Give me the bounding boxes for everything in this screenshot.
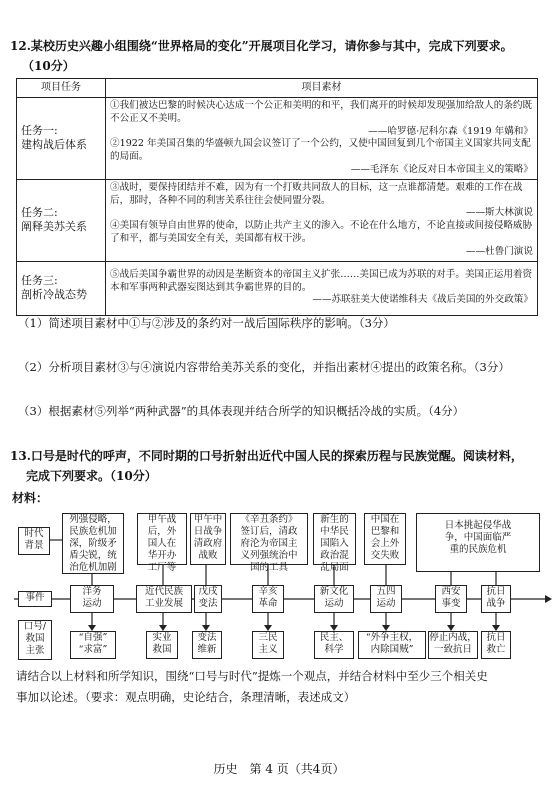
slogan-box-6: “外争主权， 内除国贼” xyxy=(358,631,426,659)
label-event: 事件 xyxy=(18,591,52,607)
material-2: ②1922 年美国召集的华盛顿九国会议签订了一个公约，又使中国回复到几个帝国主义国家共同支配的局面。 xyxy=(110,138,531,163)
slogan-box-7: 停止内战， 一致抗日 xyxy=(428,631,478,659)
task-1: 任务一: 建构战后体系 xyxy=(17,98,106,180)
slogan-box-1: “自强” “求富” xyxy=(70,631,116,659)
event-box-4: 辛亥 革命 xyxy=(252,585,284,613)
material-3: ③战时，要保持团结并不难，因为有一个打败共同敌人的目标，这一点谁都清楚。艰难的工作在战后，那时，各种不同的利害关系往往会使同盟分裂。 xyxy=(110,181,523,206)
q13-title-2: 完成下列要求。（10分） xyxy=(26,469,157,483)
material-1-source: ——哈罗德·尼科尔森《1919 年媾和》 xyxy=(368,125,533,137)
background-box-1: 列强侵略， 民族危机加 深，阶级矛 盾尖锐，统 治危机加剧 xyxy=(62,513,124,574)
material-4-source: ——杜鲁门演说 xyxy=(465,245,533,257)
material-4: ④美国有领导自由世界的使命，以防止共产主义的渗入。不论在什么地方，不论直接或间接侵略威胁了和平，都与美国安全有关，美国都有权干涉。 xyxy=(110,220,533,244)
event-box-6: 五四 运动 xyxy=(370,585,402,613)
event-box-3: 戊戌 变法 xyxy=(194,585,222,613)
material-5-source: ——苏联驻美大使诺维科夫《战后美国的外交政策》 xyxy=(312,294,533,306)
event-box-8: 抗日 战争 xyxy=(481,585,511,613)
label-background: 时代 背景 xyxy=(18,527,50,555)
event-box-5: 新文化 运动 xyxy=(314,585,354,613)
page-footer: 历史 第 4 页（共4页） xyxy=(213,762,345,776)
background-box-3: 甲午中 日战争 清政府 战败 xyxy=(190,513,226,565)
background-box-2: 甲午战 后，外 国人在 华开办 工厂等 xyxy=(137,513,187,565)
q12-sub2: （2）分析项目素材③与④演说内容带给美苏关系的变化，并指出素材④提出的政策名称。（3分） xyxy=(18,360,510,374)
q12-points: （10分） xyxy=(22,59,75,73)
task-3: 任务三: 剖析冷战态势 xyxy=(17,261,106,315)
material-1: ①我们被达巴黎的时候决心达成一个公正和美明的和平，我们离开的时候却发现强加给敌人的条约既不公正又不美明。 xyxy=(110,100,533,124)
slogan-box-5: 民主、 科学 xyxy=(314,631,354,659)
q13-prompt-2: 事加以论述。（要求：观点明确，史论结合，条理清晰，表述成文） xyxy=(16,690,356,704)
material-label: 材料： xyxy=(12,491,49,505)
material-2-source: ——毛泽东《论反对日本帝国主义的策略》 xyxy=(350,163,533,175)
slogan-box-2: 实业 救国 xyxy=(146,631,178,659)
material-3-source: ——斯大林演说 xyxy=(465,207,533,219)
background-box-6: 中国在 巴黎和 会上外 交失败 xyxy=(364,513,406,565)
header-material: 项目素材 xyxy=(106,79,538,98)
background-box-5: 新生的 中华民 国陷入 政治混 乱局面 xyxy=(313,513,356,565)
q13-title-1: 13.口号是时代的呼声，不同时期的口号折射出近代中国人民的探索历程与民族觉醒。阅读材料， xyxy=(10,449,523,463)
material-5: ⑤战后美国争霸世界的动因是垄断资本的帝国主义扩张……美国已成为苏联的对手。美国正运用着资本和军事两种武器妄图达到其争霸世界的目的。 xyxy=(110,268,533,293)
q13-prompt-1: 请结合以上材料和所学知识，围绕“口号与时代”提炼一个观点，并结合材料中至少三个相关史 xyxy=(16,669,488,683)
background-box-4: 《辛丑条约》 签订后，清政 府沦为帝国主 义列强统治中 国的工具 xyxy=(230,513,308,565)
q12-title: 12.某校历史兴趣小组围绕“世界格局的变化”开展项目化学习，请你参与其中，完成下列要求。 xyxy=(10,39,513,53)
slogan-box-8: 抗日 救亡 xyxy=(481,631,511,659)
q12-sub3: （3）根据素材⑤列举“两种武器”的具体表现并结合所学的知识概括冷战的实质。（4分） xyxy=(18,404,465,418)
label-slogan: 口号/ 救国 主张 xyxy=(18,620,52,660)
event-box-2: 近代民族 工业发展 xyxy=(136,585,192,613)
q12-sub1: （1）简述项目素材中①与②涉及的条约对一战后国际秩序的影响。（3分） xyxy=(18,316,395,330)
slogan-box-4: 三民 主义 xyxy=(252,631,284,659)
event-box-7: 西安 事变 xyxy=(435,585,467,613)
task-2: 任务二: 阐释美苏关系 xyxy=(17,179,106,261)
event-box-1: 洋务 运动 xyxy=(70,585,114,613)
slogan-box-3: 变法 维新 xyxy=(192,631,222,659)
header-task: 项目任务 xyxy=(17,79,106,98)
background-box-7: 日本挑起侵华战 争，中国面临严 重的民族危机 xyxy=(416,513,540,572)
